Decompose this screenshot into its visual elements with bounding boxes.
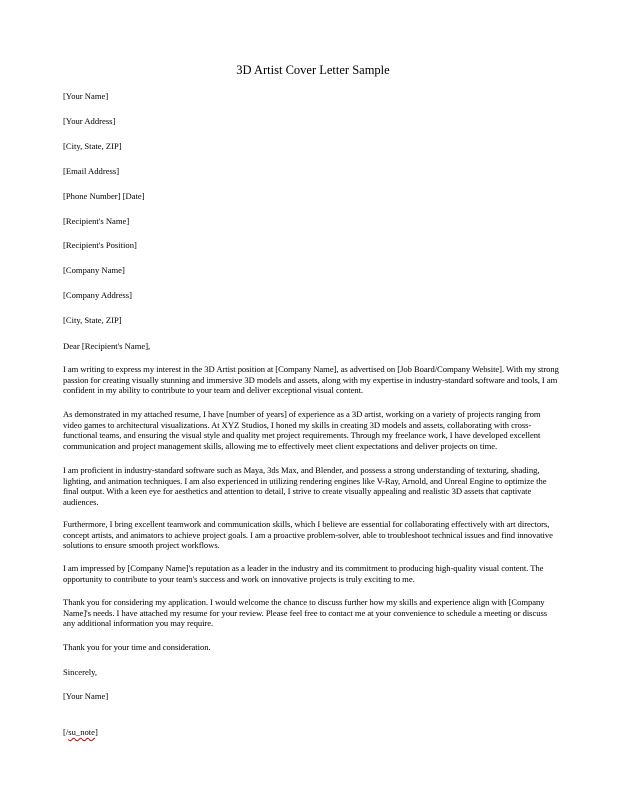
footer-shortcode (63, 727, 98, 738)
recipient-city-state-zip: [City, State, ZIP] (63, 315, 122, 325)
body-paragraph-company: I am impressed by [Company Name]'s reputation as a leader in the industry and its commitment to producing high-quality visual content. The opportunity to contribute to your team's success and work on innovative projects is truly exciting to me. (63, 563, 544, 584)
sender-email: [Email Address] (63, 166, 120, 176)
body-paragraph-intro: I am writing to express my interest in the 3D Artist position at [Company Name], as advertised on [Job Board/Company Website]. With my strong passion for creating visually stunning and immersive 3D models and assets, along with my expertise in industry-standard software and tools, I am confident in my ability to contribute to your team and deliver exceptional visual content. (63, 364, 559, 396)
signature-name: [Your Name] (63, 691, 109, 701)
sender-city-state-zip: [City, State, ZIP] (63, 141, 122, 151)
body-paragraph-experience: As demonstrated in my attached resume, I have [number of years] of experience as a 3D artist, working on a variety of projects ranging from video games to architectural visualizations. At XYZ Studios, I honed my skills in creating 3D models and assets, collaborating with cross-functional teams, and ensuring the visual style and quality met project requirements. Through my freelance work, I have developed excellent communication and project management skills, allowing me to effectively meet client expectations and deliver projects on time. (63, 409, 541, 451)
body-paragraph-teamwork: Furthermore, I bring excellent teamwork and communication skills, which I believe are essential for collaborating effectively with art directors, concept artists, and animators to achieve project goals. I am a proactive problem-solver, able to troubleshoot technical issues and find innovative solutions to ensure smooth project workflows. (63, 519, 553, 551)
recipient-company: [Company Name] (63, 265, 125, 275)
body-paragraph-software: I am proficient in industry-standard software such as Maya, 3ds Max, and Blender, and possess a strong understanding of texturing, shading, lighting, and animation techniques. I am also experienced in utilizing rendering engines like V-Ray, Arnold, and Unreal Engine to optimize the final output. With a keen eye for aesthetics and attention to detail, I strive to create visually appealing and realistic 3D assets that captivate audiences. (63, 465, 547, 507)
sender-address: [Your Address] (63, 116, 116, 126)
footer-shortcode-open: [/ (63, 727, 69, 737)
closing: Sincerely, (63, 667, 98, 677)
body-paragraph-closing-thanks: Thank you for your time and consideration. (63, 642, 211, 652)
document-title: 3D Artist Cover Letter Sample (236, 63, 390, 77)
body-paragraph-thanks: Thank you for considering my application. I would welcome the chance to discuss further how my skills and experience align with [Company Name]'s needs. I have attached my resume for your review. Please feel free to contact me at your convenience to schedule a meeting or discuss any additional information you may require. (63, 597, 548, 629)
recipient-position: [Recipient's Position] (63, 240, 137, 250)
footer-shortcode-word: su_note (68, 727, 95, 737)
sender-name: [Your Name] (63, 91, 109, 101)
footer-shortcode-close: ] (94, 727, 98, 737)
salutation: Dear [Recipient's Name], (63, 341, 151, 351)
recipient-company-address: [Company Address] (63, 290, 132, 300)
recipient-name: [Recipient's Name] (63, 216, 130, 226)
sender-phone-date: [Phone Number] [Date] (63, 191, 145, 201)
